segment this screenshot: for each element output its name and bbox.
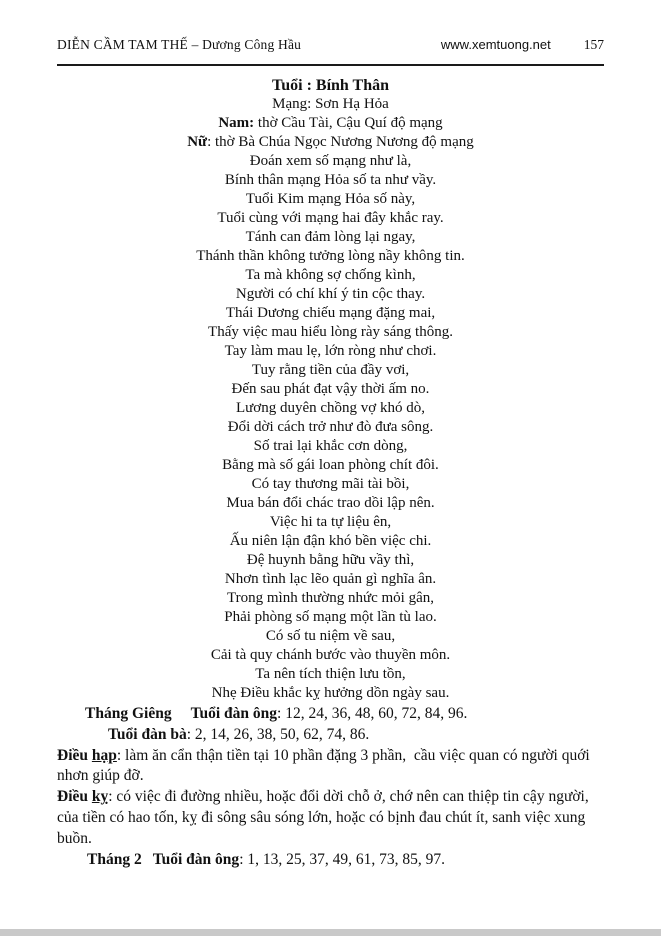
gieng-men-label: Tuổi đàn ông — [190, 705, 278, 722]
poem-line: Ta nên tích thiện lưu tồn, — [255, 666, 406, 682]
poem-line: Mua bán đổi chác trao dồi lập nên. — [226, 495, 435, 511]
thang2-men-numbers: : 1, 13, 25, 37, 49, 61, 73, 85, 97. — [239, 850, 445, 868]
dieu-hap-word: hạp — [91, 746, 117, 764]
poem-line: Số trai lại khắc cơn dòng, — [253, 438, 408, 454]
fortune-title: Tuổi : Bính Thân — [272, 77, 389, 94]
poem-line: Ta mà không sợ chống kình, — [245, 267, 416, 283]
month-gieng-women-line — [57, 725, 604, 746]
poem-line: Trong mình thường nhức mỏi gân, — [227, 590, 434, 606]
page-edge-shadow — [0, 929, 661, 936]
nam-text: thờ Cầu Tài, Cậu Quí độ mạng — [257, 115, 443, 131]
dieu-ky-word: kỵ — [91, 788, 109, 806]
poem-line: Nhẹ Điều khắc kỵ hưởng dồn ngày sau. — [211, 685, 450, 701]
dieu-hap-text: : làm ăn cẩn thận tiền tại 10 phần đặng 3 phần, cầu việc quan có người quới nhơn giúp đỡ. — [57, 746, 590, 785]
poem-line: Bằng mà số gái loan phòng chít đôi. — [222, 457, 439, 473]
nu-label: Nữ — [187, 134, 208, 150]
month-2-label: Tháng 2 — [87, 850, 142, 868]
poem-line: Thái Dương chiếu mạng đặng mai, — [225, 305, 436, 321]
month-2-men-line — [57, 850, 604, 871]
gieng-women-label: Tuổi đàn bà — [108, 725, 187, 743]
header-right-group — [441, 37, 604, 53]
dieu-hap-paragraph — [57, 746, 604, 788]
dieu-ky-prefix: Điều — [57, 788, 88, 806]
page-content — [57, 76, 604, 870]
months-section — [57, 704, 604, 870]
poem-line: Người có chí khí ý tin cộc thay. — [235, 286, 426, 302]
gieng-women-numbers: : 2, 14, 26, 38, 50, 62, 74, 86. — [186, 725, 370, 743]
poem-line: Phải phòng số mạng một lần tù lao. — [224, 609, 437, 625]
poem-line: Nhơn tình lạc lẽo quản gì nghĩa ân. — [224, 571, 437, 587]
poem-line: Có tay thương mãi tài bồi, — [251, 476, 410, 492]
poem-line: Bính thân mạng Hỏa số ta như vầy. — [224, 172, 437, 188]
poem-line: Tuổi Kim mạng Hỏa số này, — [245, 191, 416, 207]
dieu-hap-prefix: Điều — [57, 746, 88, 764]
poem-line: Cải tà quy chánh bước vào thuyền môn. — [210, 647, 451, 663]
fortune-menh: Mạng: Sơn Hạ Hỏa — [272, 96, 389, 112]
poem-line: Tay làm mau lẹ, lớn ròng như chơi. — [224, 343, 437, 359]
poem-line: Tuổi cùng với mạng hai đây khắc ray. — [217, 210, 444, 226]
poem-line: Tánh can đảm lòng lại ngay, — [245, 229, 416, 245]
poem-lines — [57, 152, 604, 703]
website-url: www.xemtuong.net — [440, 37, 551, 52]
fortune-nam-line — [57, 114, 604, 133]
nam-label: Nam: — [218, 115, 255, 131]
month-gieng-label: Tháng Giêng — [85, 705, 172, 722]
dieu-ky-text: : có việc đi đường nhiều, hoặc đổi dời chỗ ở, chớ nên can thiệp tin cậy người, của tiền có hao tốn, kỵ đi sông sâu sóng lớn, hoặc có bịnh đau chút ít, sanh việc xung buồn. — [57, 788, 589, 847]
thang2-men-label: Tuổi đàn ông — [152, 850, 240, 868]
poem-line: Ấu niên lận đận khó bền việc chi. — [229, 533, 432, 549]
page-header — [57, 37, 604, 66]
month-gieng-men-line — [57, 704, 604, 725]
poem-line: Thánh thần không tưởng lòng nầy không tin. — [196, 248, 465, 264]
fortune-nu-line — [57, 133, 604, 152]
poem-line: Thấy việc mau hiểu lòng rày sáng thông. — [208, 324, 453, 340]
page-number: 157 — [583, 37, 604, 52]
book-title: DIỄN CẦM TAM THẾ – Dương Công Hầu — [57, 37, 302, 52]
dieu-ky-paragraph — [57, 787, 604, 849]
poem-line: Đổi dời cách trở như đò đưa sông. — [227, 419, 434, 435]
poem-line: Đến sau phát đạt vậy thời ấm no. — [231, 381, 430, 397]
poem-line: Đoán xem số mạng như là, — [249, 153, 412, 169]
poem-line: Tuy rằng tiền của đầy vơi, — [251, 362, 410, 378]
gieng-men-numbers: : 12, 24, 36, 48, 60, 72, 84, 96. — [277, 705, 468, 722]
nu-text: : thờ Bà Chúa Ngọc Nương Nương độ mạng — [207, 134, 474, 150]
poem-line: Có số tu niệm về sau, — [265, 628, 396, 644]
poem-line: Lương duyên chồng vợ khó dò, — [236, 400, 425, 416]
poem-line: Việc hi ta tự liệu ên, — [269, 514, 392, 530]
poem-line: Đệ huynh bằng hữu vầy thì, — [246, 552, 415, 568]
fortune-section — [57, 76, 604, 703]
